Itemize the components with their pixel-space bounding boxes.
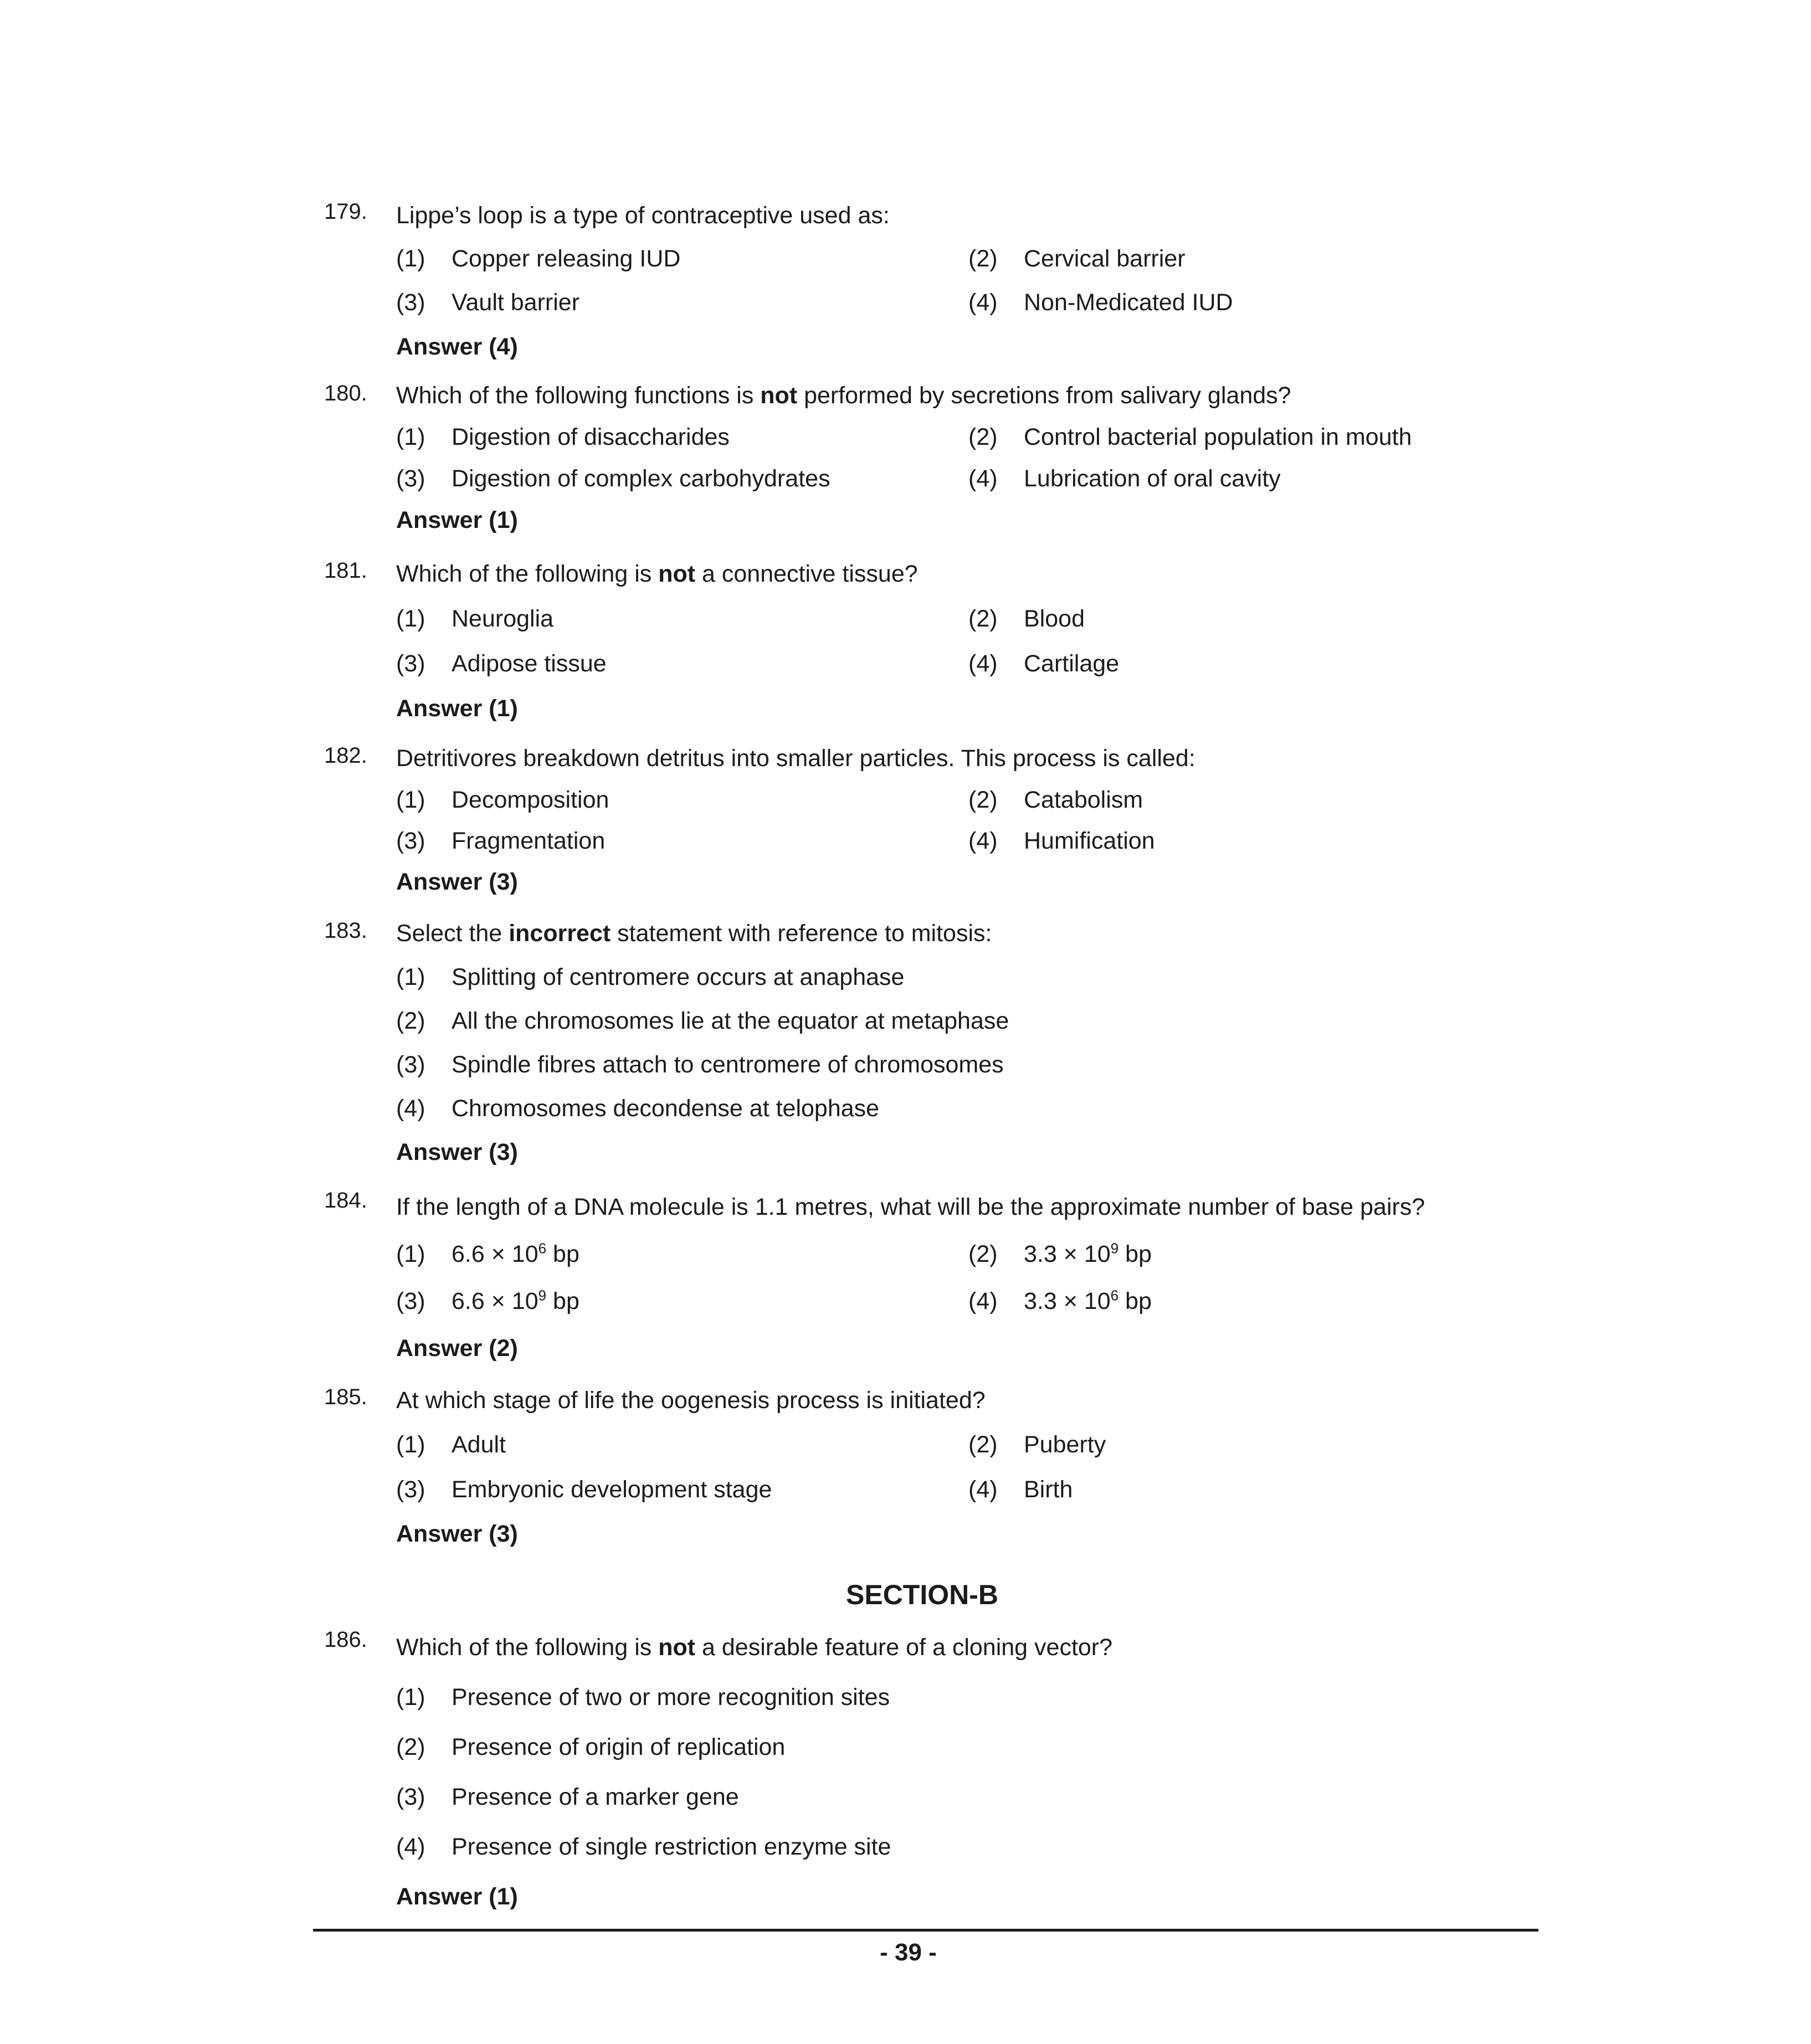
- question-stem: If the length of a DNA molecule is 1.1 metres, what will be the approximate number of base pairs?: [396, 1194, 1425, 1220]
- option-3: (3) Vault barrier: [396, 289, 580, 316]
- option-4: (4) $3.3 \times 10^6$ bp: [968, 1287, 1152, 1314]
- option-2: (2) Control bacterial population in mouth: [968, 424, 1412, 450]
- option-4: (4) Presence of single restriction enzyme site: [396, 1834, 891, 1860]
- option-1: (1) Adult: [396, 1431, 506, 1458]
- option-2: (2) Cervical barrier: [968, 245, 1186, 272]
- option-2: (2) $3.3 \times 10^9$ bp: [968, 1240, 1152, 1267]
- question-stem: Lippe’s loop is a type of contraceptive used as:: [396, 202, 890, 229]
- option-3: (3) Embryonic development stage: [396, 1476, 772, 1503]
- option-2: (2) Catabolism: [968, 787, 1143, 813]
- question-number: 186.: [324, 1627, 367, 1652]
- option-1: (1) Splitting of centromere occurs at anaphase: [396, 964, 905, 990]
- answer: Answer (3): [396, 1521, 518, 1547]
- option-4: (4) Non-Medicated IUD: [968, 289, 1233, 316]
- option-1: (1) Neuroglia: [396, 605, 554, 632]
- option-3: (3) Fragmentation: [396, 828, 606, 854]
- page-number: - 39 -: [880, 1939, 937, 1966]
- option-2: (2) Puberty: [968, 1431, 1106, 1458]
- footer-rule: [313, 1929, 1538, 1932]
- option-1: (1) $6.6 \times 10^6$ bp: [396, 1240, 579, 1267]
- option-4: (4) Humification: [968, 828, 1155, 854]
- option-4: (4) Chromosomes decondense at telophase: [396, 1095, 880, 1122]
- answer: Answer (1): [396, 1883, 518, 1910]
- option-3: (3) Adipose tissue: [396, 650, 607, 677]
- answer: Answer (3): [396, 1139, 518, 1165]
- option-4: (4) Birth: [968, 1476, 1073, 1503]
- option-3: (3) Spindle fibres attach to centromere of chromosomes: [396, 1051, 1004, 1078]
- answer: Answer (1): [396, 507, 518, 533]
- question-number: 184.: [324, 1188, 367, 1213]
- option-1: (1) Digestion of disaccharides: [396, 424, 730, 450]
- question-number: 182.: [324, 743, 367, 768]
- question-number: 181.: [324, 558, 367, 583]
- question-stem: Select the incorrect statement with reference to mitosis:: [396, 920, 992, 947]
- question-number: 180.: [324, 381, 367, 405]
- option-1: (1) Copper releasing IUD: [396, 245, 681, 272]
- question-stem: Detritivores breakdown detritus into smaller particles. This process is called:: [396, 745, 1196, 772]
- question-number: 179.: [324, 199, 367, 224]
- question-stem: At which stage of life the oogenesis process is initiated?: [396, 1387, 986, 1414]
- answer: Answer (1): [396, 695, 518, 722]
- answer: Answer (4): [396, 333, 518, 360]
- option-1: (1) Presence of two or more recognition sites: [396, 1684, 890, 1711]
- answer: Answer (3): [396, 869, 518, 895]
- option-3: (3) Presence of a marker gene: [396, 1784, 739, 1810]
- option-2: (2) Blood: [968, 605, 1085, 632]
- question-number: 185.: [324, 1385, 367, 1409]
- option-4: (4) Lubrication of oral cavity: [968, 465, 1281, 492]
- section-heading: SECTION-B: [846, 1579, 998, 1610]
- option-2: (2) All the chromosomes lie at the equator at metaphase: [396, 1008, 1009, 1034]
- question-number: 183.: [324, 918, 367, 943]
- option-3: (3) $6.6 \times 10^9$ bp: [396, 1287, 579, 1314]
- question-stem: Which of the following functions is not performed by secretions from salivary glands?: [396, 382, 1291, 409]
- question-stem: Which of the following is not a connective tissue?: [396, 561, 918, 587]
- question-stem: Which of the following is not a desirable feature of a cloning vector?: [396, 1634, 1113, 1661]
- option-2: (2) Presence of origin of replication: [396, 1734, 786, 1760]
- option-4: (4) Cartilage: [968, 650, 1120, 677]
- option-3: (3) Digestion of complex carbohydrates: [396, 465, 830, 492]
- answer: Answer (2): [396, 1335, 518, 1362]
- option-1: (1) Decomposition: [396, 787, 609, 813]
